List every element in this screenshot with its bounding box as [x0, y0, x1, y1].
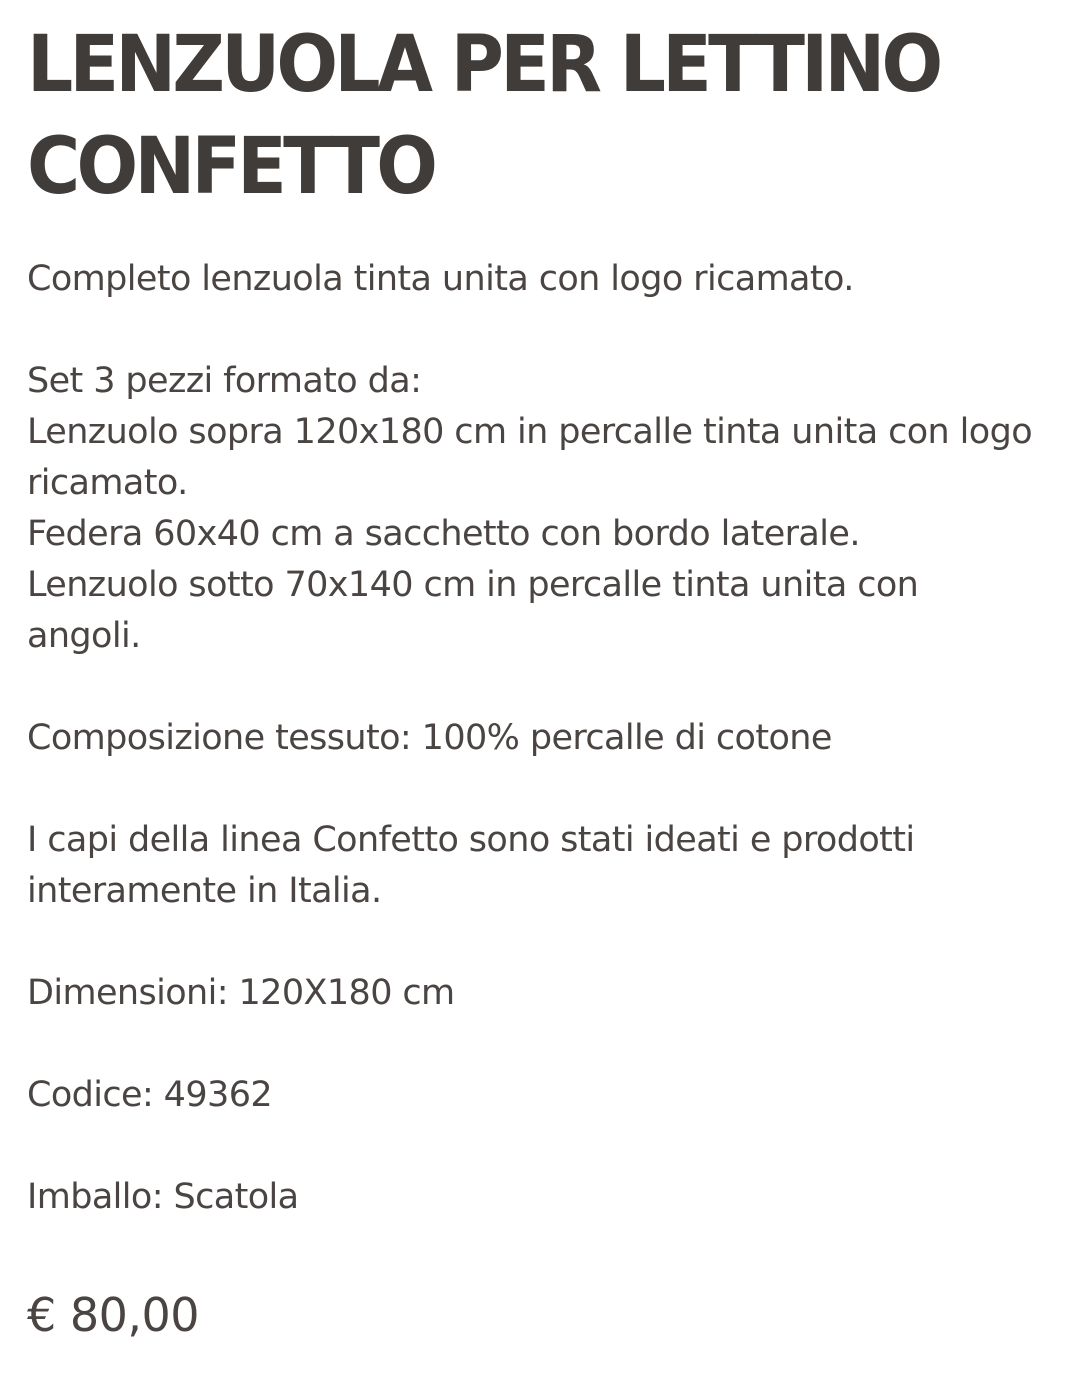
product-code: Codice: 49362 [27, 1075, 273, 1115]
origin-text [27, 815, 1067, 917]
set-item-line: Federa 60x40 cm a sacchetto con bordo laterale. [27, 514, 860, 554]
set-item [27, 560, 1067, 662]
packaging-text: Imballo: Scatola [27, 1177, 299, 1217]
product-details [27, 14, 1067, 1223]
product-title-line: CONFETTO [27, 122, 435, 212]
set-item-line: Lenzuolo sopra 120x180 cm in percalle tinta unita con logo [27, 412, 1033, 452]
product-price: € 80,00 [27, 1288, 200, 1342]
set-item [27, 509, 1067, 560]
composition-text: Composizione tessuto: 100% percalle di cotone [27, 718, 832, 758]
set-item-line: ricamato. [27, 463, 188, 503]
product-title [27, 14, 994, 218]
set-item-line: angoli. [27, 616, 141, 656]
origin-line: I capi della linea Confetto sono stati ideati e prodotti [27, 820, 915, 860]
dimensions-text: Dimensioni: 120X180 cm [27, 973, 455, 1013]
set-heading: Set 3 pezzi formato da: [27, 361, 422, 401]
set-item-line: Lenzuolo sotto 70x140 cm in percalle tinta unita con [27, 565, 919, 605]
origin-line: interamente in Italia. [27, 871, 382, 911]
product-title-line: LENZUOLA PER LETTINO [27, 20, 940, 110]
product-description [27, 254, 1067, 1223]
intro-text: Completo lenzuola tinta unita con logo ricamato. [27, 259, 854, 299]
set-item [27, 407, 1067, 509]
